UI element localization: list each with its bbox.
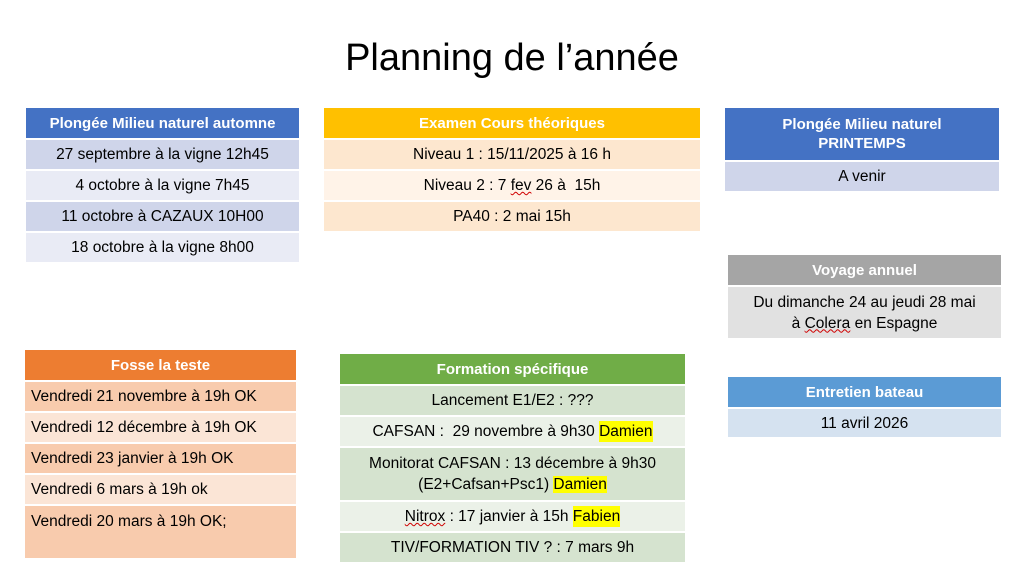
table-row: 11 octobre à CAZAUX 10H00: [26, 200, 299, 231]
cell-text: 26 à 15h: [531, 177, 601, 194]
examen-table: [324, 108, 700, 231]
examen-header: Examen Cours théoriques: [324, 108, 700, 138]
cell-text: : 17 janvier à 15h: [445, 508, 573, 525]
entretien-table: [728, 377, 1001, 437]
voyage-table: [728, 255, 1001, 338]
table-row: 18 octobre à la vigne 8h00: [26, 231, 299, 262]
entretien-header: Entretien bateau: [728, 377, 1001, 407]
table-row: Vendredi 23 janvier à 19h OK: [25, 442, 296, 473]
highlighted-name: Damien: [599, 423, 653, 440]
printemps-table: [725, 108, 999, 191]
table-row: Vendredi 6 mars à 19h ok: [25, 473, 296, 504]
table-row: A venir: [725, 160, 999, 191]
cell-line: Du dimanche 24 au jeudi 28 mai: [753, 293, 976, 311]
table-row: Niveau 1 : 15/11/2025 à 16 h: [324, 138, 700, 169]
header-line: PRINTEMPS: [818, 135, 906, 152]
formation-table: [340, 354, 685, 562]
highlighted-name: Fabien: [572, 508, 621, 525]
table-row: [340, 500, 685, 531]
cell-line: Monitorat CAFSAN : 13 décembre à 9h30: [369, 455, 656, 472]
table-row: [324, 169, 700, 200]
cell-text: (E2+Cafsan+Psc1): [418, 476, 554, 493]
table-row: Lancement E1/E2 : ???: [340, 384, 685, 415]
misspelled-word: fev: [510, 177, 532, 194]
misspelled-word: Nitrox: [404, 508, 446, 525]
table-row: TIV/FORMATION TIV ? : 7 mars 9h: [340, 531, 685, 562]
voyage-header: Voyage annuel: [728, 255, 1001, 285]
header-line: Plongée Milieu naturel: [782, 116, 942, 133]
table-row: Vendredi 20 mars à 19h OK;: [25, 504, 296, 558]
table-row: Vendredi 21 novembre à 19h OK: [25, 380, 296, 411]
highlighted-name: Damien: [553, 476, 607, 493]
automne-header: Plongée Milieu naturel automne: [26, 108, 299, 138]
table-row: 27 septembre à la vigne 12h45: [26, 138, 299, 169]
cell-line: [792, 313, 938, 334]
table-row: [728, 285, 1001, 338]
cell-text: CAFSAN : 29 novembre à 9h30: [372, 423, 600, 440]
cell-line: [418, 474, 607, 495]
misspelled-word: Colera: [804, 314, 851, 332]
table-row: [340, 415, 685, 446]
cell-text: à: [791, 314, 805, 332]
fosse-table: [25, 350, 296, 558]
automne-table: [26, 108, 299, 262]
table-row: PA40 : 2 mai 15h: [324, 200, 700, 231]
table-row: 11 avril 2026: [728, 407, 1001, 437]
table-row: [340, 446, 685, 500]
printemps-header: [725, 108, 999, 160]
fosse-header: Fosse la teste: [25, 350, 296, 380]
cell-text: Niveau 2 : 7: [423, 177, 511, 194]
formation-header: Formation spécifique: [340, 354, 685, 384]
table-row: Vendredi 12 décembre à 19h OK: [25, 411, 296, 442]
page-title: Planning de l’année: [345, 37, 679, 79]
cell-text: en Espagne: [850, 314, 938, 332]
table-row: 4 octobre à la vigne 7h45: [26, 169, 299, 200]
